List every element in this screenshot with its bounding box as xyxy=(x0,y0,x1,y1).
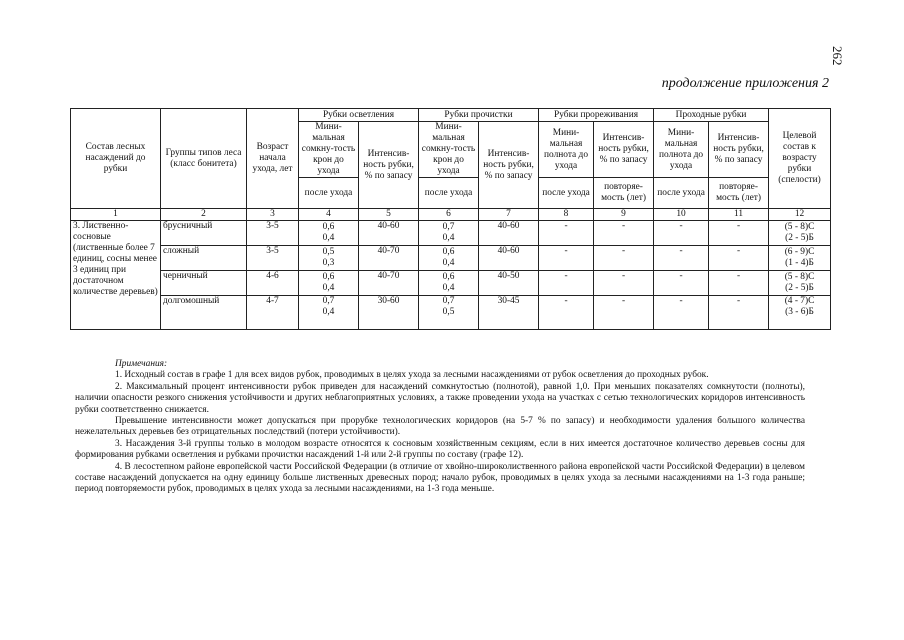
min-density-prored-cell: - xyxy=(539,296,594,330)
note-2: 2. Максимальный процент интенсивности рубок приведен для насаждений сомкнутостью (полнотой), равной 1,0. При меньших показателях сомкнутости (полноты), наличии опасности резкого снижения устойчивости и других неблагоприятных условиях, а также проведении ухода на участках с сетью технологических коридоров интенсивность рубки соответственно снижается. xyxy=(75,381,805,415)
header-intensity-osv: Интенсив-ность рубки, % по запасу xyxy=(359,122,419,209)
target-birch: (1 - 4)Б xyxy=(785,258,814,268)
min-closure-proch-cell xyxy=(419,246,479,271)
intensity-prokh-cell: - xyxy=(709,246,769,271)
intensity-proch-cell: 40-60 xyxy=(479,246,539,271)
note-2-continued: Превышение интенсивности может допускаться при прорубке технологических коридоров (на 5-7 % по запасу) и необходимости удаления большого количества нежелательных деревьев без отрицательных последствий (потери устойчивости). xyxy=(75,416,805,438)
header-intensity-prored: Интенсив-ность рубки, % по запасу xyxy=(594,122,654,178)
closure-after: 0,3 xyxy=(322,258,335,268)
intensity-prokh-cell: - xyxy=(709,296,769,330)
column-number: 11 xyxy=(709,209,769,221)
category-cell: 3. Лиственно-сосновые (лиственные более 7 единиц, сосны менее 3 единиц при достаточном количестве деревьев) xyxy=(71,221,161,330)
table-row xyxy=(71,296,831,330)
header-repeat-prokh: повторяе-мость (лет) xyxy=(709,178,769,209)
age-cell: 3-5 xyxy=(247,221,299,246)
continuation-title: продолжение приложения 2 xyxy=(661,76,829,91)
closure-after: 0,4 xyxy=(442,233,455,243)
min-closure-proch-cell xyxy=(419,271,479,296)
header-forest-type-groups: Группы типов леса (класс бонитета) xyxy=(161,109,247,209)
min-density-prokh-cell: - xyxy=(654,271,709,296)
target-pine: (4 - 7)С xyxy=(784,296,815,306)
column-number: 10 xyxy=(654,209,709,221)
header-group-prochistka: Рубки прочистки xyxy=(419,109,539,122)
closure-before: 0,5 xyxy=(322,247,335,257)
column-number: 5 xyxy=(359,209,419,221)
header-after-proch: после ухода xyxy=(419,178,479,209)
min-closure-proch-cell xyxy=(419,296,479,330)
header-target-composition: Целевой состав к возрасту рубки (спелости) xyxy=(769,109,831,209)
min-closure-osv-cell xyxy=(299,246,359,271)
min-closure-osv-cell xyxy=(299,271,359,296)
header-min-closure-proch: Мини-мальная сомкну-тость крон до ухода xyxy=(419,122,479,178)
min-density-prokh-cell: - xyxy=(654,246,709,271)
column-number: 1 xyxy=(71,209,161,221)
closure-after: 0,5 xyxy=(442,307,455,317)
table-row xyxy=(71,271,831,296)
closure-before: 0,6 xyxy=(322,272,335,282)
header-min-density-prokh: Мини-мальная полнота до ухода xyxy=(654,122,709,178)
closure-before: 0,7 xyxy=(442,296,455,306)
min-density-prored-cell: - xyxy=(539,221,594,246)
header-group-prorezhivanie: Рубки прореживания xyxy=(539,109,654,122)
forest-group-cell: сложный xyxy=(161,246,247,271)
target-composition-cell xyxy=(769,271,831,296)
note-3: 3. Насаждения 3-й группы только в молодом возрасте относятся к сосновым хозяйственным секциям, если в них имеется достаточное количество деревьев сосны для формирования рубками осветления и рубками прочистки насаждений 1-й или 2-й группы по составу (графе 12). xyxy=(75,438,805,461)
min-density-prokh-cell: - xyxy=(654,221,709,246)
notes-section xyxy=(75,359,805,496)
header-group-osvetlenie: Рубки осветления xyxy=(299,109,419,122)
column-number: 6 xyxy=(419,209,479,221)
min-closure-osv-cell xyxy=(299,296,359,330)
column-number: 9 xyxy=(594,209,654,221)
intensity-prored-cell: - xyxy=(594,271,654,296)
target-pine: (6 - 9)С xyxy=(784,247,815,257)
min-density-prokh-cell: - xyxy=(654,296,709,330)
target-pine: (5 - 8)С xyxy=(784,222,815,232)
min-density-prored-cell: - xyxy=(539,271,594,296)
target-birch: (2 - 5)Б xyxy=(785,283,814,293)
intensity-proch-cell: 30-45 xyxy=(479,296,539,330)
intensity-osv-cell: 40-60 xyxy=(359,221,419,246)
table-row xyxy=(71,221,831,246)
header-min-density-prored: Мини-мальная полнота до ухода xyxy=(539,122,594,178)
intensity-proch-cell: 40-60 xyxy=(479,221,539,246)
column-number: 12 xyxy=(769,209,831,221)
intensity-osv-cell: 30-60 xyxy=(359,296,419,330)
intensity-prored-cell: - xyxy=(594,296,654,330)
age-cell: 4-6 xyxy=(247,271,299,296)
age-cell: 3-5 xyxy=(247,246,299,271)
forest-group-cell: брусничный xyxy=(161,221,247,246)
header-start-age: Возраст начала ухода, лет xyxy=(247,109,299,209)
page-number: 262 xyxy=(830,46,845,66)
header-intensity-proch: Интенсив-ность рубки, % по запасу xyxy=(479,122,539,209)
column-number: 4 xyxy=(299,209,359,221)
closure-before: 0,6 xyxy=(442,272,455,282)
header-repeat-prored: повторяе-мость (лет) xyxy=(594,178,654,209)
min-closure-proch-cell xyxy=(419,221,479,246)
column-number: 2 xyxy=(161,209,247,221)
header-after-prored: после ухода xyxy=(539,178,594,209)
header-after-osv: после ухода xyxy=(299,178,359,209)
age-cell: 4-7 xyxy=(247,296,299,330)
header-composition: Состав лесных насаждений до рубки xyxy=(71,109,161,209)
note-4: 4. В лесостепном районе европейской части Российской Федерации (в отличие от хвойно-широколиственного района европейской части Российской Федерации) в целевом составе насаждений допускается на одну единицу больше лиственных древесных пород; начало рубок, проводимых в целях ухода за лесными насаждениями на 1-3 года раньше; период повторяемости рубок, проводимых в целях ухода за лесными насаждениями, на 1-3 года меньше. xyxy=(75,461,805,495)
intensity-prokh-cell: - xyxy=(709,221,769,246)
intensity-osv-cell: 40-70 xyxy=(359,271,419,296)
intensity-osv-cell: 40-70 xyxy=(359,246,419,271)
closure-after: 0,4 xyxy=(442,283,455,293)
target-birch: (3 - 6)Б xyxy=(785,307,814,317)
table-row xyxy=(71,246,831,271)
forest-group-cell: долгомошный xyxy=(161,296,247,330)
closure-before: 0,7 xyxy=(322,296,335,306)
column-number: 3 xyxy=(247,209,299,221)
closure-after: 0,4 xyxy=(322,233,335,243)
column-number: 8 xyxy=(539,209,594,221)
header-after-prokh: после ухода xyxy=(654,178,709,209)
silviculture-table xyxy=(70,108,831,330)
intensity-prored-cell: - xyxy=(594,246,654,271)
target-composition-cell xyxy=(769,246,831,271)
header-intensity-prokh: Интенсив-ность рубки, % по запасу xyxy=(709,122,769,178)
notes-title: Примечания: xyxy=(115,359,168,369)
target-birch: (2 - 5)Б xyxy=(785,233,814,243)
closure-before: 0,6 xyxy=(442,247,455,257)
intensity-proch-cell: 40-50 xyxy=(479,271,539,296)
closure-before: 0,7 xyxy=(442,222,455,232)
closure-after: 0,4 xyxy=(322,307,335,317)
closure-after: 0,4 xyxy=(322,283,335,293)
min-density-prored-cell: - xyxy=(539,246,594,271)
header-min-closure-osv: Мини-мальная сомкну-тость крон до ухода xyxy=(299,122,359,178)
min-closure-osv-cell xyxy=(299,221,359,246)
forest-group-cell: черничный xyxy=(161,271,247,296)
header-group-prokhodnye: Проходные рубки xyxy=(654,109,769,122)
target-composition-cell xyxy=(769,296,831,330)
column-number: 7 xyxy=(479,209,539,221)
target-composition-cell xyxy=(769,221,831,246)
intensity-prored-cell: - xyxy=(594,221,654,246)
closure-before: 0,6 xyxy=(322,222,335,232)
closure-after: 0,4 xyxy=(442,258,455,268)
target-pine: (5 - 8)С xyxy=(784,272,815,282)
note-1: 1. Исходный состав в графе 1 для всех видов рубок, проводимых в целях ухода за лесными насаждениями от рубок осветления до проходных рубок. xyxy=(115,370,709,381)
intensity-prokh-cell: - xyxy=(709,271,769,296)
